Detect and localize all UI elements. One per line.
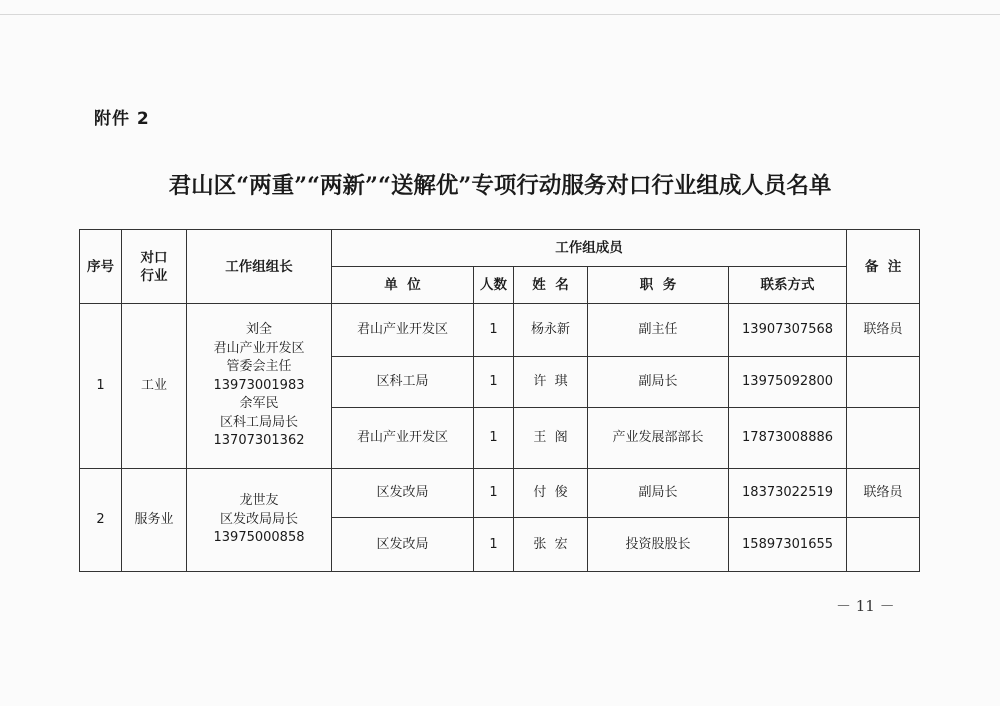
group-leader: 刘全 君山产业开发区 管委会主任 13973001983 余军民 区科工局局长 13707301362 xyxy=(187,304,332,469)
scan-edge-line xyxy=(0,14,1000,15)
member-name: 付 俊 xyxy=(514,469,588,518)
member-note xyxy=(847,518,920,572)
member-note: 联络员 xyxy=(847,304,920,357)
member-unit: 君山产业开发区 xyxy=(332,408,474,469)
member-count: 1 xyxy=(474,304,514,357)
group-industry: 服务业 xyxy=(122,469,187,572)
member-name: 杨永新 xyxy=(514,304,588,357)
attachment-label: 附件 2 xyxy=(94,109,150,129)
member-name: 许 琪 xyxy=(514,357,588,408)
member-unit: 区科工局 xyxy=(332,357,474,408)
member-phone: 13907307568 xyxy=(729,304,847,357)
member-count: 1 xyxy=(474,357,514,408)
group-seq: 1 xyxy=(80,304,122,469)
member-unit: 区发改局 xyxy=(332,518,474,572)
member-position: 产业发展部部长 xyxy=(588,408,729,469)
member-note xyxy=(847,357,920,408)
header-leader: 工作组组长 xyxy=(187,230,332,304)
group-seq: 2 xyxy=(80,469,122,572)
document-title: 君山区“两重”“两新”“送解优”专项行动服务对口行业组成人员名单 xyxy=(168,173,832,199)
member-position: 副主任 xyxy=(588,304,729,357)
group-industry: 工业 xyxy=(122,304,187,469)
header-name: 姓 名 xyxy=(514,267,588,304)
group-leader: 龙世友 区发改局局长 13975000858 xyxy=(187,469,332,572)
member-phone: 13975092800 xyxy=(729,357,847,408)
member-count: 1 xyxy=(474,518,514,572)
member-count: 1 xyxy=(474,469,514,518)
header-note: 备 注 xyxy=(847,230,920,304)
header-industry: 对口 行业 xyxy=(122,230,187,304)
header-members: 工作组成员 xyxy=(332,230,847,267)
member-position: 副局长 xyxy=(588,357,729,408)
page-number: － 11 － xyxy=(836,597,895,615)
header-count: 人数 xyxy=(474,267,514,304)
table-row xyxy=(80,304,920,357)
member-name: 张 宏 xyxy=(514,518,588,572)
member-unit: 君山产业开发区 xyxy=(332,304,474,357)
member-phone: 18373022519 xyxy=(729,469,847,518)
member-position: 副局长 xyxy=(588,469,729,518)
roster-table xyxy=(79,229,920,572)
member-position: 投资股股长 xyxy=(588,518,729,572)
header-unit: 单 位 xyxy=(332,267,474,304)
member-note xyxy=(847,408,920,469)
member-note: 联络员 xyxy=(847,469,920,518)
member-count: 1 xyxy=(474,408,514,469)
member-phone: 15897301655 xyxy=(729,518,847,572)
header-position: 职 务 xyxy=(588,267,729,304)
member-name: 王 阁 xyxy=(514,408,588,469)
header-seq: 序号 xyxy=(80,230,122,304)
header-contact: 联系方式 xyxy=(729,267,847,304)
member-phone: 17873008886 xyxy=(729,408,847,469)
table-row xyxy=(80,469,920,518)
member-unit: 区发改局 xyxy=(332,469,474,518)
